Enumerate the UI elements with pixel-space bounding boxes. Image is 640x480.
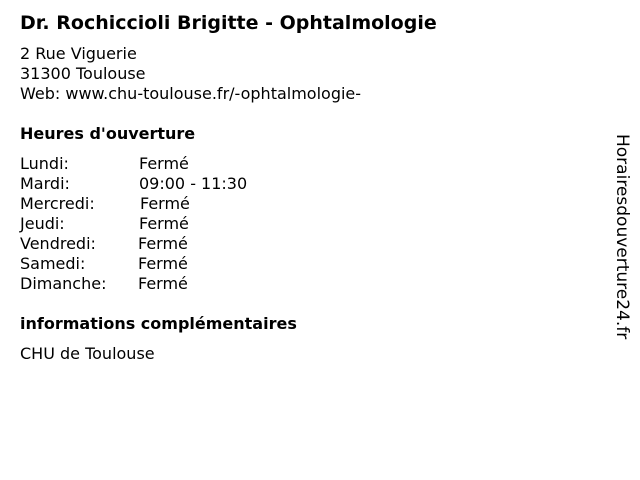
hours-row-saturday [20, 254, 320, 274]
day-hours: Fermé [138, 254, 188, 273]
street-address: 2 Rue Viguerie [20, 44, 137, 63]
site-watermark: Horairesdouverture24.fr [612, 134, 632, 340]
opening-hours-list [20, 154, 320, 294]
day-hours: 09:00 - 11:30 [139, 174, 248, 193]
page-title: Dr. Rochiccioli Brigitte - Ophtalmologie [20, 12, 437, 34]
website-line: Web: www.chu-toulouse.fr/-ophtalmologie- [20, 84, 362, 103]
hours-row-monday [20, 154, 320, 174]
hours-row-thursday [20, 214, 320, 234]
hours-row-friday [20, 234, 320, 254]
day-hours: Fermé [140, 194, 190, 213]
additional-info-text: CHU de Toulouse [20, 344, 155, 363]
hours-row-sunday [20, 274, 320, 294]
day-hours: Fermé [139, 154, 189, 173]
day-label: Vendredi: [20, 234, 96, 253]
day-label: Lundi: [20, 154, 69, 173]
day-hours: Fermé [138, 274, 188, 293]
day-label: Samedi: [20, 254, 86, 273]
city-address: 31300 Toulouse [20, 64, 146, 83]
day-label: Dimanche: [20, 274, 107, 293]
day-label: Mardi: [20, 174, 70, 193]
additional-info-heading: informations complémentaires [20, 314, 297, 333]
day-hours: Fermé [139, 214, 189, 233]
hours-row-wednesday [20, 194, 320, 214]
hours-heading: Heures d'ouverture [20, 124, 196, 143]
address-block [20, 44, 361, 104]
day-label: Jeudi: [20, 214, 65, 233]
day-hours: Fermé [138, 234, 188, 253]
hours-row-tuesday [20, 174, 320, 194]
day-label: Mercredi: [20, 194, 95, 213]
